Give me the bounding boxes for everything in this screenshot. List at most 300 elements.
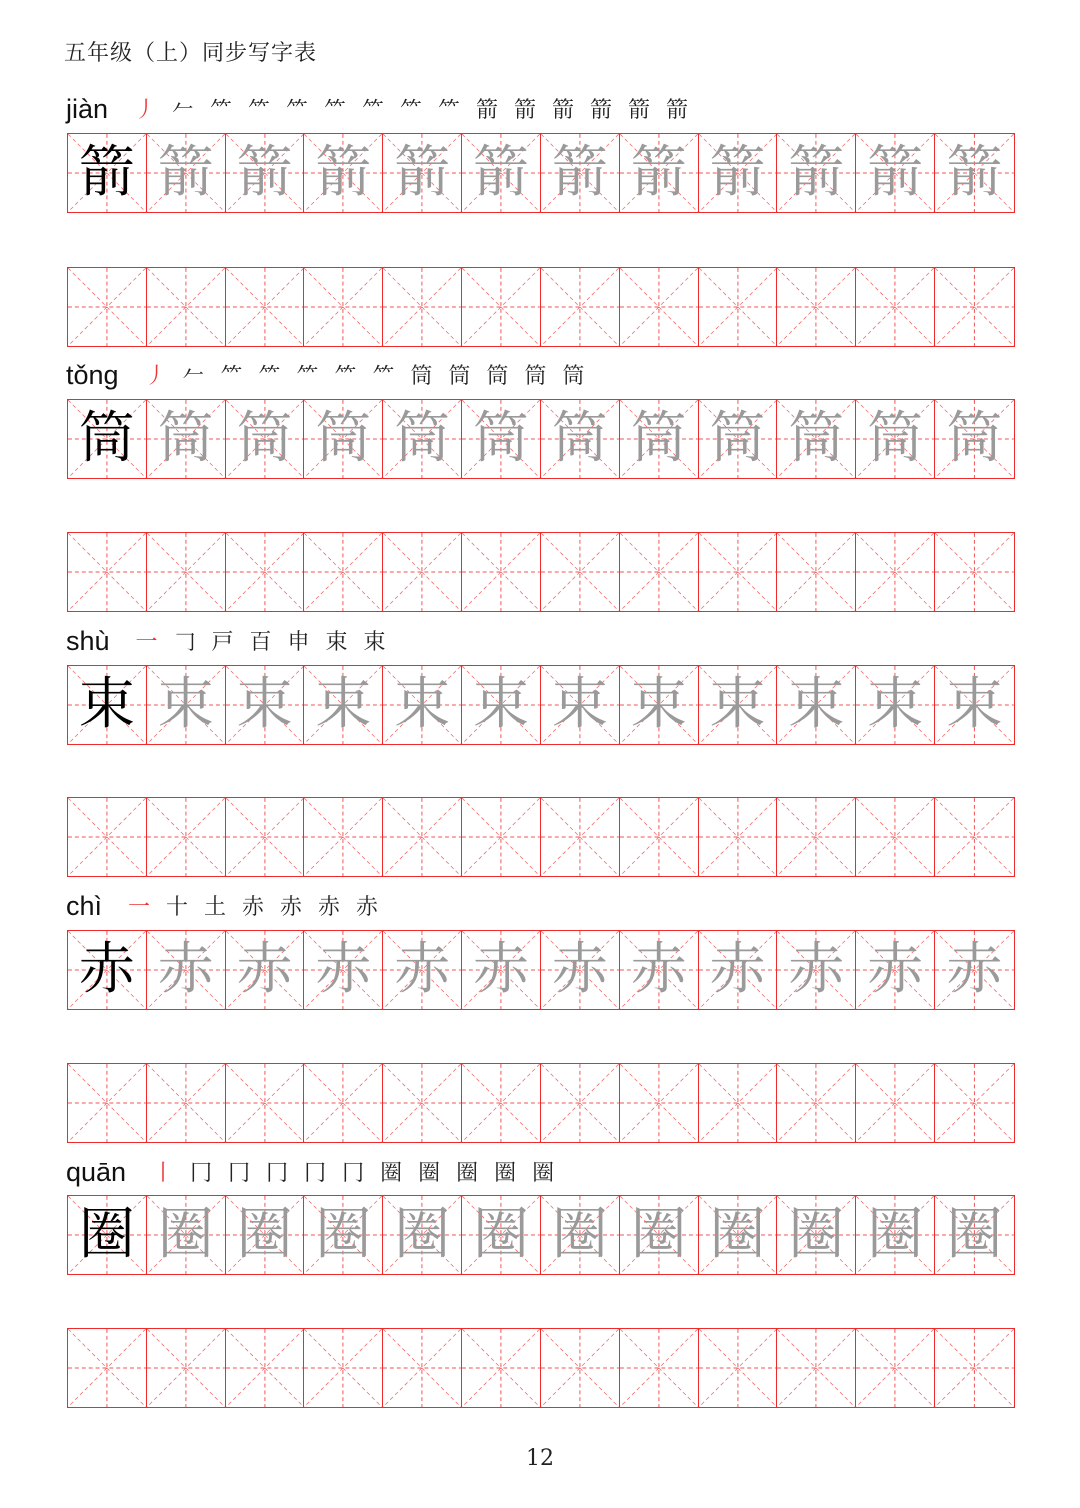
stroke-order-line (66, 622, 394, 656)
trace-character-cell[interactable] (383, 1196, 462, 1274)
blank-writing-cell[interactable] (226, 1064, 305, 1142)
blank-writing-cell[interactable] (226, 268, 305, 346)
stroke-step: 一 (135, 630, 158, 655)
pinyin-label: shù (66, 626, 110, 656)
blank-writing-cell[interactable] (541, 1329, 620, 1407)
trace-character-cell[interactable] (383, 134, 462, 212)
grid-guide-lines (383, 1064, 461, 1142)
trace-character: 束 (946, 672, 1003, 737)
model-character: 圈 (78, 1202, 135, 1267)
grid-guide-lines (699, 1064, 777, 1142)
grid-guide-lines (462, 533, 540, 611)
tracing-row (67, 665, 1015, 745)
stroke-step: ⺮ (372, 364, 395, 389)
grid-guide-lines (226, 798, 304, 876)
stroke-step: 百 (249, 630, 272, 655)
trace-character: 筒 (551, 406, 608, 471)
model-character-cell[interactable] (68, 1196, 147, 1274)
blank-writing-cell[interactable] (68, 1329, 147, 1407)
grid-guide-lines (304, 1064, 382, 1142)
trace-character: 圈 (236, 1202, 293, 1267)
blank-writing-row (67, 1328, 1015, 1408)
trace-character-cell[interactable] (304, 1196, 383, 1274)
blank-writing-cell[interactable] (541, 533, 620, 611)
stroke-step: 圈 (418, 1161, 441, 1186)
grid-guide-lines (462, 798, 540, 876)
stroke-step: 冂 (342, 1161, 365, 1186)
stroke-step: 冂 (266, 1161, 289, 1186)
stroke-step: 筒 (486, 364, 509, 389)
stroke-sequence (126, 98, 696, 124)
trace-character-cell[interactable] (699, 400, 778, 478)
grid-guide-lines (856, 1329, 934, 1407)
stroke-step: 赤 (356, 895, 379, 920)
trace-character: 束 (867, 672, 924, 737)
blank-writing-cell[interactable] (304, 533, 383, 611)
grid-guide-lines (226, 1329, 304, 1407)
pinyin-label: quān (66, 1157, 127, 1187)
trace-character: 筒 (788, 406, 845, 471)
trace-character: 筒 (867, 406, 924, 471)
trace-character-cell[interactable] (935, 931, 1014, 1009)
trace-character: 赤 (709, 937, 766, 1002)
trace-character: 赤 (788, 937, 845, 1002)
stroke-step: 箭 (590, 98, 613, 123)
grid-guide-lines (226, 268, 304, 346)
blank-writing-cell[interactable] (699, 1064, 778, 1142)
trace-character-cell[interactable] (383, 666, 462, 744)
trace-character-cell[interactable] (856, 400, 935, 478)
stroke-step: ⺮ (334, 364, 357, 389)
blank-writing-cell[interactable] (147, 533, 226, 611)
page-number: 12 (526, 1446, 554, 1471)
trace-character-cell[interactable] (856, 931, 935, 1009)
model-character: 束 (78, 672, 135, 737)
blank-writing-cell[interactable] (699, 1329, 778, 1407)
blank-writing-row (67, 797, 1015, 877)
trace-character: 圈 (551, 1202, 608, 1267)
grid-guide-lines (856, 268, 934, 346)
stroke-step: 赤 (280, 895, 303, 920)
stroke-step: 圈 (456, 1161, 479, 1186)
trace-character: 赤 (157, 937, 214, 1002)
blank-writing-cell[interactable] (935, 1064, 1014, 1142)
stroke-step: 筒 (562, 364, 585, 389)
grid-guide-lines (68, 798, 146, 876)
blank-writing-cell[interactable] (304, 798, 383, 876)
trace-character: 筒 (946, 406, 1003, 471)
blank-writing-cell[interactable] (226, 1329, 305, 1407)
grid-guide-lines (226, 1064, 304, 1142)
blank-writing-cell[interactable] (68, 798, 147, 876)
trace-character: 束 (315, 672, 372, 737)
blank-writing-cell[interactable] (620, 1064, 699, 1142)
trace-character: 束 (630, 672, 687, 737)
trace-character-cell[interactable] (777, 400, 856, 478)
grid-guide-lines (462, 1064, 540, 1142)
blank-writing-cell[interactable] (462, 798, 541, 876)
blank-writing-cell[interactable] (777, 533, 856, 611)
blank-writing-cell[interactable] (699, 533, 778, 611)
trace-character-cell[interactable] (856, 1196, 935, 1274)
grid-guide-lines (777, 798, 855, 876)
stroke-step: ⺮ (324, 98, 347, 123)
blank-writing-cell[interactable] (147, 1329, 226, 1407)
trace-character-cell[interactable] (777, 666, 856, 744)
blank-writing-cell[interactable] (147, 1064, 226, 1142)
blank-writing-cell[interactable] (935, 268, 1014, 346)
trace-character-cell[interactable] (147, 931, 226, 1009)
grid-guide-lines (935, 798, 1014, 876)
trace-character: 箭 (394, 140, 451, 205)
grid-guide-lines (304, 1329, 382, 1407)
trace-character: 束 (157, 672, 214, 737)
grid-guide-lines (304, 268, 382, 346)
trace-character: 筒 (315, 406, 372, 471)
blank-writing-cell[interactable] (226, 533, 305, 611)
stroke-sequence (137, 364, 593, 390)
stroke-order-line (66, 1153, 562, 1187)
trace-character: 赤 (867, 937, 924, 1002)
blank-writing-cell[interactable] (462, 533, 541, 611)
trace-character: 圈 (867, 1202, 924, 1267)
model-character-cell[interactable] (68, 400, 147, 478)
trace-character-cell[interactable] (620, 666, 699, 744)
blank-writing-cell[interactable] (777, 268, 856, 346)
trace-character: 箭 (709, 140, 766, 205)
grid-guide-lines (462, 268, 540, 346)
blank-writing-cell[interactable] (147, 268, 226, 346)
trace-character-cell[interactable] (541, 1196, 620, 1274)
trace-character-cell[interactable] (777, 134, 856, 212)
trace-character-cell[interactable] (147, 1196, 226, 1274)
stroke-step: 筒 (448, 364, 471, 389)
grid-guide-lines (541, 1064, 619, 1142)
grid-guide-lines (856, 533, 934, 611)
trace-character: 箭 (236, 140, 293, 205)
trace-character: 箭 (315, 140, 372, 205)
trace-character-cell[interactable] (699, 134, 778, 212)
grid-guide-lines (856, 798, 934, 876)
blank-writing-cell[interactable] (68, 268, 147, 346)
model-character-cell[interactable] (68, 931, 147, 1009)
blank-writing-cell[interactable] (777, 1064, 856, 1142)
stroke-step: 赤 (318, 895, 341, 920)
grid-guide-lines (383, 798, 461, 876)
stroke-sequence (128, 630, 394, 656)
stroke-step: 申 (287, 630, 310, 655)
stroke-step: 圈 (380, 1161, 403, 1186)
trace-character-cell[interactable] (699, 1196, 778, 1274)
stroke-step: ⺮ (438, 98, 461, 123)
trace-character-cell[interactable] (304, 931, 383, 1009)
grid-guide-lines (304, 533, 382, 611)
grid-guide-lines (147, 268, 225, 346)
blank-writing-cell[interactable] (620, 1329, 699, 1407)
stroke-step: ⺮ (258, 364, 281, 389)
trace-character-cell[interactable] (226, 931, 305, 1009)
trace-character-cell[interactable] (541, 400, 620, 478)
grid-guide-lines (935, 1064, 1014, 1142)
trace-character-cell[interactable] (462, 666, 541, 744)
trace-character-cell[interactable] (147, 134, 226, 212)
trace-character-cell[interactable] (304, 400, 383, 478)
blank-writing-cell[interactable] (462, 268, 541, 346)
trace-character-cell[interactable] (699, 931, 778, 1009)
trace-character: 束 (788, 672, 845, 737)
grid-guide-lines (68, 1064, 146, 1142)
blank-writing-cell[interactable] (383, 1064, 462, 1142)
trace-character-cell[interactable] (462, 1196, 541, 1274)
stroke-sequence (144, 1161, 562, 1187)
tracing-row (67, 930, 1015, 1010)
stroke-step: 圈 (494, 1161, 517, 1186)
trace-character-cell[interactable] (462, 931, 541, 1009)
tracing-row (67, 133, 1015, 213)
trace-character: 圈 (630, 1202, 687, 1267)
model-character-cell[interactable] (68, 134, 147, 212)
pinyin-label: jiàn (66, 94, 109, 124)
stroke-step: 箭 (476, 98, 499, 123)
trace-character-cell[interactable] (462, 400, 541, 478)
grid-guide-lines (383, 1329, 461, 1407)
grid-guide-lines (620, 268, 698, 346)
trace-character: 赤 (946, 937, 1003, 1002)
grid-guide-lines (541, 533, 619, 611)
stroke-step: ⺮ (362, 98, 385, 123)
blank-writing-cell[interactable] (620, 533, 699, 611)
stroke-step: ⺮ (220, 364, 243, 389)
trace-character-cell[interactable] (777, 1196, 856, 1274)
tracing-row (67, 399, 1015, 479)
stroke-step: 赤 (242, 895, 265, 920)
trace-character: 箭 (946, 140, 1003, 205)
trace-character-cell[interactable] (462, 134, 541, 212)
grid-guide-lines (147, 1064, 225, 1142)
trace-character-cell[interactable] (147, 400, 226, 478)
blank-writing-cell[interactable] (462, 1329, 541, 1407)
grid-guide-lines (777, 268, 855, 346)
blank-writing-cell[interactable] (856, 1329, 935, 1407)
trace-character: 束 (236, 672, 293, 737)
trace-character-cell[interactable] (620, 1196, 699, 1274)
stroke-order-line (66, 887, 386, 921)
tracing-row (67, 1195, 1015, 1275)
trace-character-cell[interactable] (935, 1196, 1014, 1274)
trace-character: 赤 (473, 937, 530, 1002)
blank-writing-cell[interactable] (304, 268, 383, 346)
trace-character-cell[interactable] (541, 134, 620, 212)
trace-character-cell[interactable] (620, 134, 699, 212)
grid-guide-lines (147, 1329, 225, 1407)
blank-writing-cell[interactable] (226, 798, 305, 876)
trace-character: 圈 (394, 1202, 451, 1267)
stroke-step: 一 (128, 895, 151, 920)
grid-guide-lines (620, 1064, 698, 1142)
trace-character-cell[interactable] (856, 666, 935, 744)
blank-writing-cell[interactable] (383, 798, 462, 876)
trace-character-cell[interactable] (856, 134, 935, 212)
stroke-step: ⺮ (210, 98, 233, 123)
trace-character-cell[interactable] (699, 666, 778, 744)
stroke-step: ⺮ (286, 98, 309, 123)
model-character: 赤 (78, 937, 135, 1002)
grid-guide-lines (856, 1064, 934, 1142)
stroke-step: 冂 (190, 1161, 213, 1186)
grid-guide-lines (777, 1064, 855, 1142)
grid-guide-lines (620, 533, 698, 611)
stroke-step: 丿 (144, 364, 167, 389)
stroke-order-line (66, 90, 696, 124)
trace-character: 束 (551, 672, 608, 737)
blank-writing-cell[interactable] (304, 1329, 383, 1407)
stroke-step: 箭 (666, 98, 689, 123)
trace-character-cell[interactable] (147, 666, 226, 744)
stroke-sequence (120, 895, 386, 921)
trace-character: 筒 (394, 406, 451, 471)
blank-writing-cell[interactable] (935, 1329, 1014, 1407)
blank-writing-cell[interactable] (383, 1329, 462, 1407)
grid-guide-lines (383, 533, 461, 611)
grid-guide-lines (304, 798, 382, 876)
stroke-step: 筒 (410, 364, 433, 389)
stroke-order-line (66, 356, 593, 390)
blank-writing-cell[interactable] (699, 268, 778, 346)
trace-character: 赤 (551, 937, 608, 1002)
trace-character-cell[interactable] (304, 134, 383, 212)
trace-character: 筒 (473, 406, 530, 471)
trace-character: 筒 (157, 406, 214, 471)
trace-character: 箭 (630, 140, 687, 205)
blank-writing-cell[interactable] (935, 798, 1014, 876)
grid-guide-lines (935, 1329, 1014, 1407)
model-character-cell[interactable] (68, 666, 147, 744)
trace-character-cell[interactable] (777, 931, 856, 1009)
stroke-step: 箭 (514, 98, 537, 123)
trace-character-cell[interactable] (935, 134, 1014, 212)
trace-character: 赤 (630, 937, 687, 1002)
stroke-step: 十 (166, 895, 189, 920)
blank-writing-cell[interactable] (856, 1064, 935, 1142)
stroke-step: 土 (204, 895, 227, 920)
stroke-step: 𠂉 (172, 98, 195, 123)
grid-guide-lines (620, 798, 698, 876)
blank-writing-cell[interactable] (68, 533, 147, 611)
stroke-step: 丿 (134, 98, 157, 123)
trace-character-cell[interactable] (383, 400, 462, 478)
grid-guide-lines (68, 1329, 146, 1407)
grid-guide-lines (226, 533, 304, 611)
blank-writing-cell[interactable] (856, 268, 935, 346)
blank-writing-cell[interactable] (856, 798, 935, 876)
stroke-step: 戸 (211, 630, 234, 655)
trace-character: 箭 (551, 140, 608, 205)
stroke-step: 圈 (532, 1161, 555, 1186)
model-character: 筒 (78, 406, 135, 471)
blank-writing-cell[interactable] (856, 533, 935, 611)
blank-writing-cell[interactable] (620, 268, 699, 346)
blank-writing-cell[interactable] (383, 533, 462, 611)
grid-guide-lines (699, 798, 777, 876)
trace-character-cell[interactable] (935, 666, 1014, 744)
stroke-step: 冂 (304, 1161, 327, 1186)
blank-writing-cell[interactable] (147, 798, 226, 876)
trace-character-cell[interactable] (226, 1196, 305, 1274)
trace-character: 束 (709, 672, 766, 737)
stroke-step: 束 (325, 630, 348, 655)
blank-writing-cell[interactable] (935, 533, 1014, 611)
trace-character-cell[interactable] (226, 666, 305, 744)
blank-writing-cell[interactable] (304, 1064, 383, 1142)
blank-writing-cell[interactable] (777, 798, 856, 876)
stroke-step: 箭 (628, 98, 651, 123)
blank-writing-cell[interactable] (699, 798, 778, 876)
grid-guide-lines (777, 1329, 855, 1407)
trace-character: 圈 (709, 1202, 766, 1267)
trace-character: 赤 (236, 937, 293, 1002)
model-character: 箭 (78, 140, 135, 205)
stroke-step: ⺮ (248, 98, 271, 123)
blank-writing-cell[interactable] (541, 268, 620, 346)
trace-character: 赤 (394, 937, 451, 1002)
trace-character-cell[interactable] (383, 931, 462, 1009)
grid-guide-lines (147, 798, 225, 876)
grid-guide-lines (383, 268, 461, 346)
trace-character-cell[interactable] (304, 666, 383, 744)
trace-character-cell[interactable] (226, 400, 305, 478)
trace-character: 圈 (315, 1202, 372, 1267)
trace-character-cell[interactable] (935, 400, 1014, 478)
blank-writing-row (67, 267, 1015, 347)
trace-character-cell[interactable] (226, 134, 305, 212)
trace-character-cell[interactable] (620, 931, 699, 1009)
blank-writing-cell[interactable] (383, 268, 462, 346)
stroke-step: 𠂉 (182, 364, 205, 389)
grid-guide-lines (462, 1329, 540, 1407)
trace-character-cell[interactable] (620, 400, 699, 478)
grid-guide-lines (935, 533, 1014, 611)
trace-character-cell[interactable] (541, 666, 620, 744)
trace-character-cell[interactable] (541, 931, 620, 1009)
grid-guide-lines (147, 533, 225, 611)
pinyin-label: chì (66, 891, 103, 921)
blank-writing-cell[interactable] (541, 798, 620, 876)
blank-writing-cell[interactable] (620, 798, 699, 876)
stroke-step: 冂 (228, 1161, 251, 1186)
stroke-step: ⺮ (296, 364, 319, 389)
grid-guide-lines (541, 268, 619, 346)
grid-guide-lines (935, 268, 1014, 346)
stroke-step: 丨 (152, 1161, 175, 1186)
trace-character: 箭 (867, 140, 924, 205)
trace-character: 束 (394, 672, 451, 737)
blank-writing-row (67, 1063, 1015, 1143)
blank-writing-cell[interactable] (68, 1064, 147, 1142)
stroke-step: 箭 (552, 98, 575, 123)
grid-guide-lines (699, 533, 777, 611)
blank-writing-cell[interactable] (541, 1064, 620, 1142)
trace-character: 圈 (788, 1202, 845, 1267)
grid-guide-lines (68, 268, 146, 346)
grid-guide-lines (541, 1329, 619, 1407)
grid-guide-lines (777, 533, 855, 611)
trace-character: 筒 (709, 406, 766, 471)
grid-guide-lines (620, 1329, 698, 1407)
trace-character: 圈 (946, 1202, 1003, 1267)
trace-character: 箭 (473, 140, 530, 205)
blank-writing-cell[interactable] (777, 1329, 856, 1407)
blank-writing-cell[interactable] (462, 1064, 541, 1142)
